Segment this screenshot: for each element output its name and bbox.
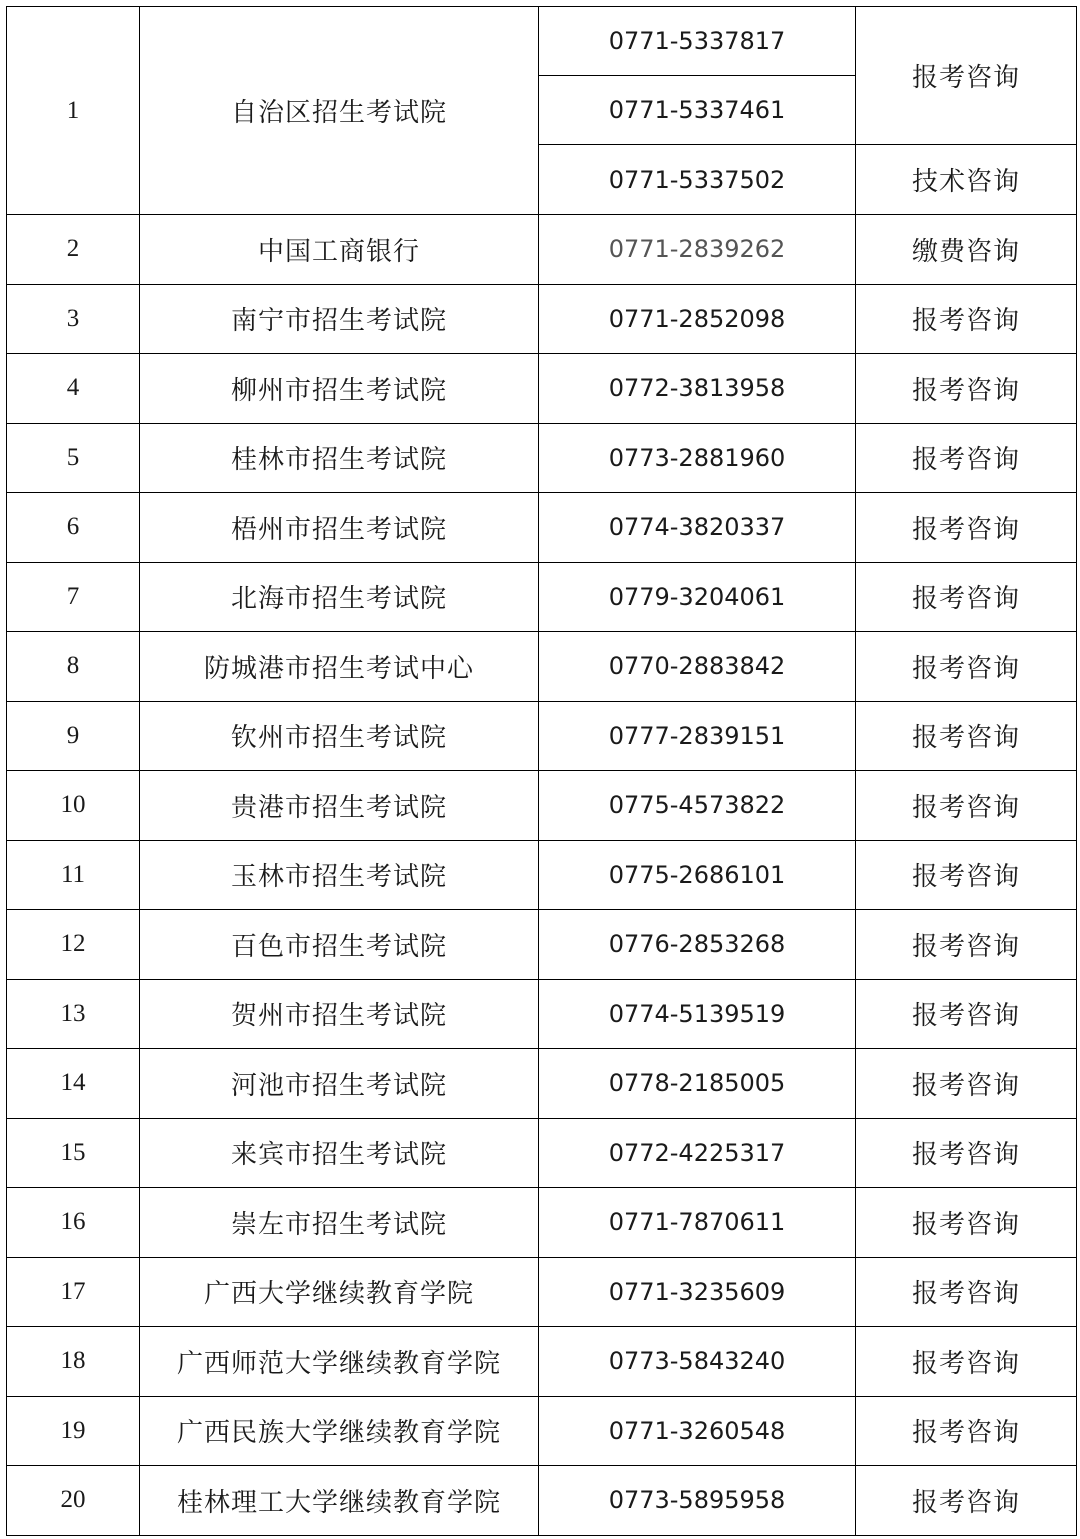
- phone-number: 0771-2852098: [539, 284, 856, 354]
- table-row: [7, 562, 1077, 632]
- table-row: [7, 1049, 1077, 1119]
- row-index: 15: [7, 1118, 140, 1188]
- org-name: 广西师范大学继续教育学院: [140, 1327, 539, 1397]
- row-index: 9: [7, 701, 140, 771]
- org-name: 桂林理工大学继续教育学院: [140, 1466, 539, 1536]
- phone-number: 0775-2686101: [539, 840, 856, 910]
- row-index: 1: [7, 7, 140, 215]
- consult-type: 报考咨询: [856, 771, 1077, 841]
- row-index: 3: [7, 284, 140, 354]
- table-row: [7, 910, 1077, 980]
- table-row: [7, 1257, 1077, 1327]
- table-row: [7, 493, 1077, 563]
- row-index: 10: [7, 771, 140, 841]
- table-row: [7, 979, 1077, 1049]
- table-row: [7, 215, 1077, 285]
- row-index: 8: [7, 632, 140, 702]
- consult-type: 技术咨询: [856, 145, 1077, 215]
- phone-number: 0771-5337461: [539, 76, 856, 145]
- row-index: 14: [7, 1049, 140, 1119]
- consult-type: 报考咨询: [856, 423, 1077, 493]
- org-name: 崇左市招生考试院: [140, 1188, 539, 1258]
- consult-type: 报考咨询: [856, 354, 1077, 424]
- consult-type: 报考咨询: [856, 840, 1077, 910]
- phone-number: 0773-5895958: [539, 1466, 856, 1536]
- consult-type: 报考咨询: [856, 1257, 1077, 1327]
- org-name: 广西民族大学继续教育学院: [140, 1396, 539, 1466]
- phone-number: 0777-2839151: [539, 701, 856, 771]
- phone-number: 0773-2881960: [539, 423, 856, 493]
- contact-table-body: [7, 7, 1077, 1536]
- org-name: 防城港市招生考试中心: [140, 632, 539, 702]
- contact-table: [6, 6, 1077, 1536]
- org-name: 桂林市招生考试院: [140, 423, 539, 493]
- consult-type: 报考咨询: [856, 7, 1077, 145]
- org-name: 中国工商银行: [140, 215, 539, 285]
- row-index: 16: [7, 1188, 140, 1258]
- table-row: [7, 354, 1077, 424]
- phone-number: 0771-5337502: [539, 145, 856, 215]
- org-name: 南宁市招生考试院: [140, 284, 539, 354]
- phone-number: 0772-4225317: [539, 1118, 856, 1188]
- phone-number: 0771-3260548: [539, 1396, 856, 1466]
- table-row: [7, 1118, 1077, 1188]
- org-name: 玉林市招生考试院: [140, 840, 539, 910]
- table-row: [7, 840, 1077, 910]
- phone-number: 0774-5139519: [539, 979, 856, 1049]
- table-row: [7, 423, 1077, 493]
- consult-type: 报考咨询: [856, 284, 1077, 354]
- org-name: 北海市招生考试院: [140, 562, 539, 632]
- table-row: [7, 7, 1077, 76]
- table-row: [7, 1466, 1077, 1536]
- consult-type: 报考咨询: [856, 979, 1077, 1049]
- consult-type: 报考咨询: [856, 701, 1077, 771]
- row-index: 2: [7, 215, 140, 285]
- phone-number: 0771-2839262: [539, 215, 856, 285]
- consult-type: 报考咨询: [856, 493, 1077, 563]
- phone-number: 0775-4573822: [539, 771, 856, 841]
- org-name: 贺州市招生考试院: [140, 979, 539, 1049]
- org-name: 贵港市招生考试院: [140, 771, 539, 841]
- consult-type: 报考咨询: [856, 632, 1077, 702]
- consult-type: 报考咨询: [856, 910, 1077, 980]
- row-index: 12: [7, 910, 140, 980]
- table-row: [7, 1396, 1077, 1466]
- row-index: 11: [7, 840, 140, 910]
- org-name: 钦州市招生考试院: [140, 701, 539, 771]
- table-row: [7, 284, 1077, 354]
- phone-number: 0772-3813958: [539, 354, 856, 424]
- phone-number: 0771-3235609: [539, 1257, 856, 1327]
- phone-number: 0774-3820337: [539, 493, 856, 563]
- row-index: 13: [7, 979, 140, 1049]
- phone-number: 0770-2883842: [539, 632, 856, 702]
- consult-type: 报考咨询: [856, 1188, 1077, 1258]
- consult-type: 报考咨询: [856, 562, 1077, 632]
- row-index: 19: [7, 1396, 140, 1466]
- row-index: 20: [7, 1466, 140, 1536]
- table-row: [7, 1188, 1077, 1258]
- org-name: 柳州市招生考试院: [140, 354, 539, 424]
- row-index: 4: [7, 354, 140, 424]
- org-name: 广西大学继续教育学院: [140, 1257, 539, 1327]
- phone-number: 0771-7870611: [539, 1188, 856, 1258]
- row-index: 18: [7, 1327, 140, 1397]
- org-name: 百色市招生考试院: [140, 910, 539, 980]
- phone-number: 0773-5843240: [539, 1327, 856, 1397]
- row-index: 17: [7, 1257, 140, 1327]
- table-row: [7, 1327, 1077, 1397]
- row-index: 6: [7, 493, 140, 563]
- table-row: [7, 701, 1077, 771]
- phone-number: 0779-3204061: [539, 562, 856, 632]
- consult-type: 报考咨询: [856, 1327, 1077, 1397]
- table-row: [7, 771, 1077, 841]
- phone-number: 0776-2853268: [539, 910, 856, 980]
- consult-type: 报考咨询: [856, 1118, 1077, 1188]
- table-row: [7, 632, 1077, 702]
- consult-type: 报考咨询: [856, 1396, 1077, 1466]
- consult-type: 缴费咨询: [856, 215, 1077, 285]
- org-name: 来宾市招生考试院: [140, 1118, 539, 1188]
- org-name: 梧州市招生考试院: [140, 493, 539, 563]
- row-index: 7: [7, 562, 140, 632]
- consult-type: 报考咨询: [856, 1049, 1077, 1119]
- row-index: 5: [7, 423, 140, 493]
- phone-number: 0778-2185005: [539, 1049, 856, 1119]
- phone-number: 0771-5337817: [539, 7, 856, 76]
- org-name: 河池市招生考试院: [140, 1049, 539, 1119]
- org-name: 自治区招生考试院: [140, 7, 539, 215]
- consult-type: 报考咨询: [856, 1466, 1077, 1536]
